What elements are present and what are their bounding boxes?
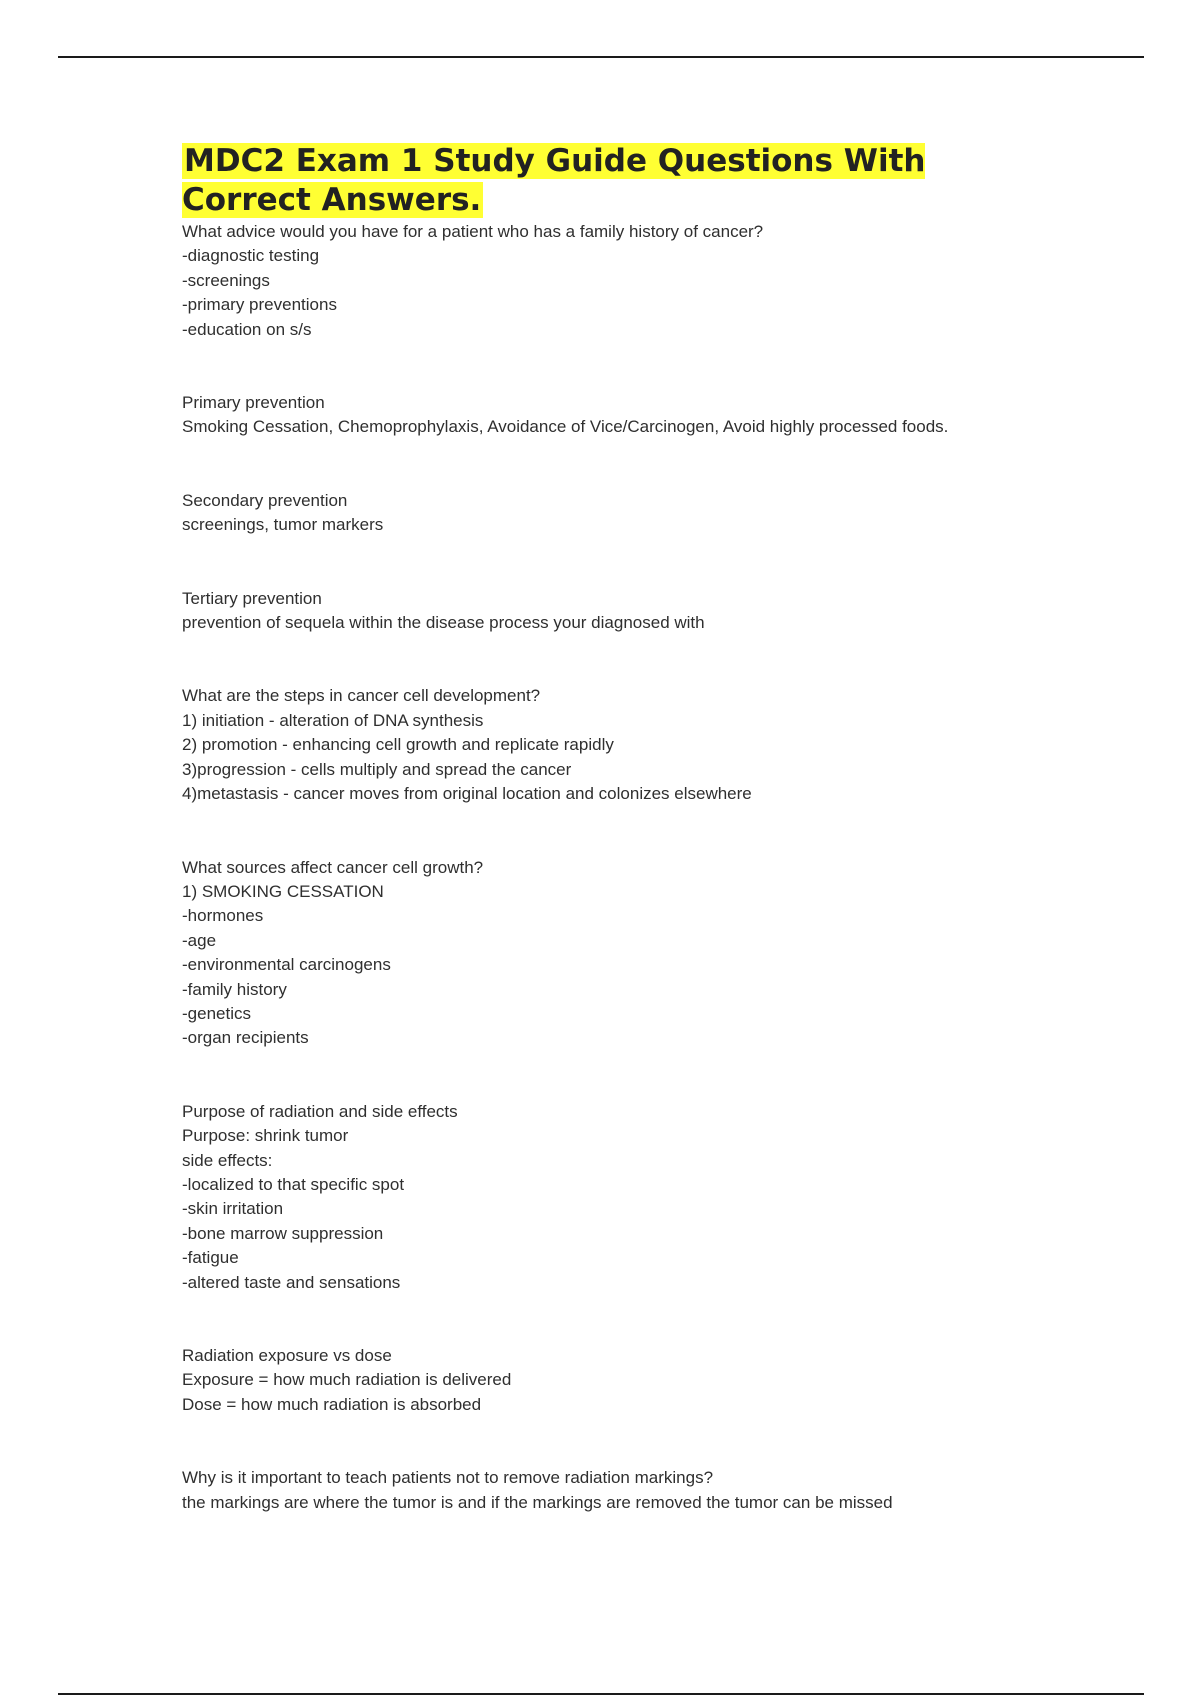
answer-text: the markings are where the tumor is and if the markings are removed the tumor can be missed bbox=[182, 1492, 893, 1512]
document-title bbox=[182, 142, 1062, 220]
answer-text: 1) initiation - alteration of DNA synthesis 2) promotion - enhancing cell growth and replicate rapidly 3)progression - cells multiply and spread the cancer 4)metastasis - cancer moves from original location and colonizes elsewhere bbox=[182, 710, 752, 804]
answer-text: -diagnostic testing -screenings -primary preventions -education on s/s bbox=[182, 246, 337, 339]
qa-item bbox=[182, 1100, 1062, 1295]
question-text: Primary prevention bbox=[182, 393, 325, 413]
document-body bbox=[182, 142, 1062, 1515]
answer-text: screenings, tumor markers bbox=[182, 515, 384, 535]
answer-text: Exposure = how much radiation is delivered Dose = how much radiation is absorbed bbox=[182, 1370, 512, 1414]
page-top-rule bbox=[58, 56, 1144, 58]
qa-item bbox=[182, 684, 1062, 806]
qa-item bbox=[182, 1344, 1062, 1417]
question-text: Tertiary prevention bbox=[182, 588, 322, 608]
answer-text: Purpose: shrink tumor side effects: -localized to that specific spot -skin irritation -bone marrow suppression -fatigue -altered taste and sensations bbox=[182, 1126, 405, 1292]
qa-item bbox=[182, 1466, 1062, 1515]
qa-item bbox=[182, 391, 1062, 440]
page-bottom-rule bbox=[58, 1693, 1144, 1695]
answer-text: prevention of sequela within the disease process your diagnosed with bbox=[182, 613, 705, 633]
title-highlight: MDC2 Exam 1 Study Guide Questions With Correct Answers. bbox=[182, 143, 926, 218]
answer-text: 1) SMOKING CESSATION -hormones -age -environmental carcinogens -family history -genetics -organ recipients bbox=[182, 881, 391, 1048]
question-text: Secondary prevention bbox=[182, 490, 348, 510]
question-text: Purpose of radiation and side effects bbox=[182, 1101, 458, 1121]
qa-item bbox=[182, 220, 1062, 342]
question-text: Radiation exposure vs dose bbox=[182, 1346, 392, 1365]
qa-item bbox=[182, 489, 1062, 538]
qa-item bbox=[182, 856, 1062, 1051]
question-text: What advice would you have for a patient who has a family history of cancer? bbox=[182, 222, 764, 241]
question-text: What sources affect cancer cell growth? bbox=[182, 857, 484, 877]
question-text: Why is it important to teach patients not to remove radiation markings? bbox=[182, 1468, 714, 1488]
answer-text: Smoking Cessation, Chemoprophylaxis, Avoidance of Vice/Carcinogen, Avoid highly processed foods. bbox=[182, 417, 949, 437]
qa-item bbox=[182, 587, 1062, 636]
question-text: What are the steps in cancer cell development? bbox=[182, 686, 541, 706]
